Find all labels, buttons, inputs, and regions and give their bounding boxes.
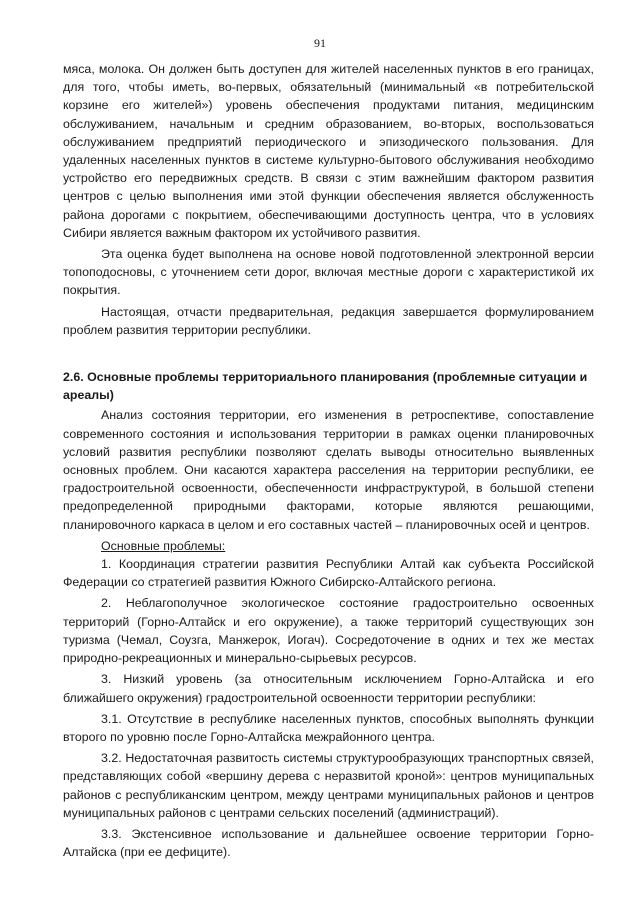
problems-label-text: Основные проблемы: [101, 538, 226, 553]
paragraph: мяса, молока. Он должен быть доступен для жителей населенных пунктов в его границах, для того, чтобы иметь, во-первых, обязательный (минимальный «в потребительской корзине его жителей») уровень обеспечения продуктами питания, медицинским обслуживанием, начальным и средним образованием, во-вторых, воспользоваться обслуживанием предприятий периодического и эпизодического пользования. Для удаленных населенных пунктов в системе культурно-бытового обслуживания необходимо устройство его передвижных средств. В связи с этим важнейшим фактором развития центров с целью выполнения ими этой функции обеспечения является обслуженность района дорогами с покрытием, обеспечивающими доступность центра, что в условиях Сибири является важным фактором их устойчивого развития. [63, 62, 594, 240]
page-content [63, 60, 594, 861]
section-heading: 2.6. Основные проблемы территориального планирования (проблемные ситуации и ареалы) [63, 370, 588, 403]
problem-item: 1. Координация стратегии развития Республики Алтай как субъекта Российской Федерации со стратегией развития Южного Сибирско-Алтайского региона. [63, 557, 594, 590]
problem-item: 3.3. Экстенсивное использование и дальнейшее освоение территории Горно-Алтайска (при ее дефиците). [63, 826, 594, 860]
paragraph: Эта оценка будет выполнена на основе новой подготовленной электронной версии топоподосновы, с уточнением сети дорог, включая местные дороги с характеристикой их покрытия. [63, 247, 594, 298]
problem-item: 2. Неблагополучное экологическое состояние градостроительно освоенных территорий (Горно-Алтайск и его окружение), а также территорий существующих зон туризма (Чемал, Соузга, Манжерок, Иогач). Сосредоточение в одних и тех же местах природно-рекреационных и минерально-сырьевых ресурсов. [63, 596, 594, 666]
page-number: 91 [314, 36, 326, 50]
problem-item: 3.2. Недостаточная развитость системы структурообразующих транспортных связей, представляющих собой «вершину дерева с неразвитой кроной»: центров муниципальных районов с республиканским центром, между центрами муниципальных районов и центров муниципальных районов с центрами сельских поселений (администраций). [63, 751, 594, 820]
paragraph: Настоящая, отчасти предварительная, редакция завершается формулированием проблем развития территории республики. [63, 304, 594, 337]
problems-label [63, 537, 594, 555]
problem-item: 3. Низкий уровень (за относительным исключением Горно-Алтайска и его ближайшего окружения) градостроительной освоенности территории республики: [63, 672, 594, 705]
intro-paragraph: Анализ состояния территории, его изменения в ретроспективе, сопоставление современного состояния и использования территории в рамках оценки планировочных условий развития республики позволяют сделать выводы относительно выявленных основных проблем. Они касаются характера расселения на территории республики, ее градостроительной освоенности, обеспеченности инфраструктурой, в большой степени предопределенной природными факторами, которые являются решающими, планировочного каркаса в целом и его составных частей – планировочных осей и центров. [63, 408, 594, 532]
problem-item: 3.1. Отсутствие в республике населенных пунктов, способных выполнять функции второго по уровню после Горно-Алтайска межрайонного центра. [63, 711, 594, 744]
